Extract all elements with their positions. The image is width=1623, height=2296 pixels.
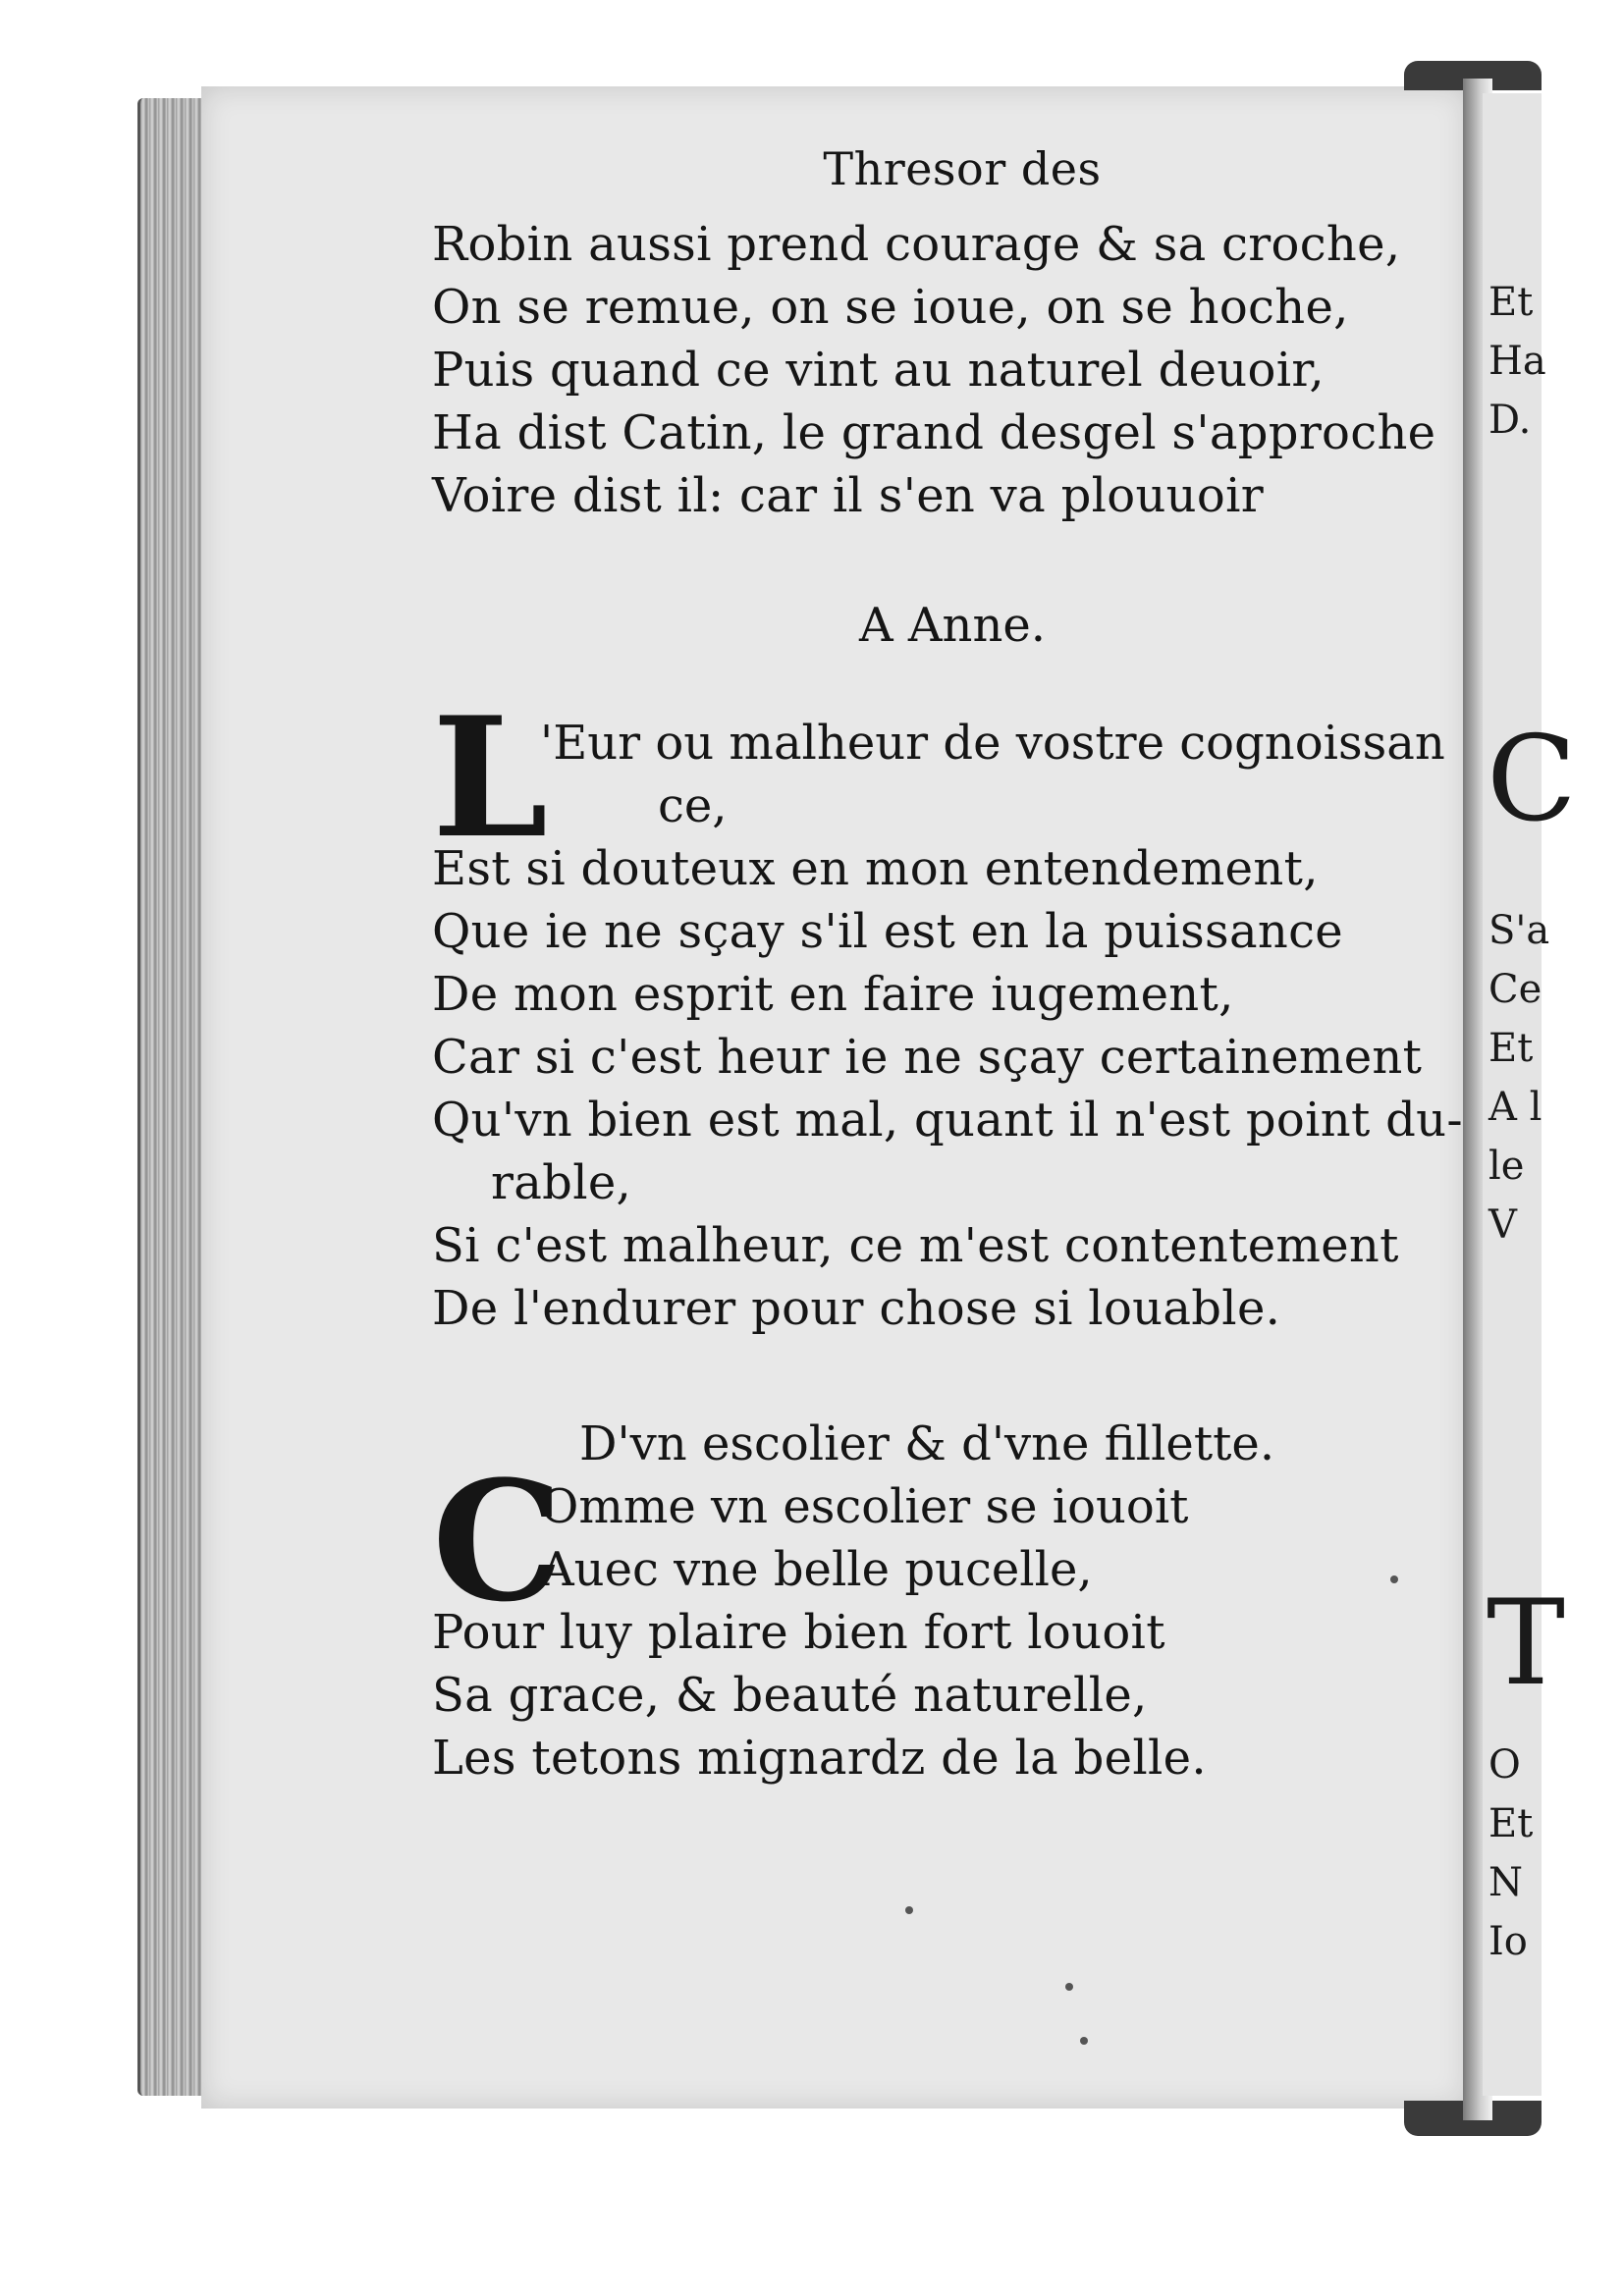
verse-line: De mon esprit en faire iugement, — [432, 967, 1234, 1022]
verse-line: Pour luy plaire bien fort louoit — [432, 1605, 1165, 1660]
verse-line: Car si c'est heur ie ne sçay certainement — [432, 1030, 1423, 1085]
facing-fragment: S'a — [1488, 908, 1550, 953]
verse-line: 'Eur ou malheur de vostre cognoissan — [540, 716, 1445, 771]
running-head: Thresor des — [823, 142, 1102, 195]
facing-fragment: A l — [1488, 1085, 1542, 1130]
verse-line: Sa grace, & beauté naturelle, — [432, 1668, 1148, 1723]
book-page-edges — [137, 98, 209, 2096]
verse-line: Est si douteux en mon entendement, — [432, 841, 1319, 896]
verse-line: Que ie ne sçay s'il est en la puissance — [432, 904, 1343, 959]
verse-line: Qu'vn bien est mal, quant il n'est point du- — [432, 1093, 1463, 1148]
facing-fragment: Ce — [1488, 967, 1542, 1012]
poem-title: A Anne. — [858, 598, 1047, 653]
facing-fragment: Et — [1488, 1801, 1534, 1846]
facing-fragment: Et — [1488, 280, 1534, 325]
verse-line: Les tetons mignardz de la belle. — [432, 1731, 1207, 1786]
verse-line: Ha dist Catin, le grand desgel s'approche — [432, 405, 1436, 460]
facing-fragment: V — [1488, 1202, 1517, 1248]
verse-line: Omme vn escolier se iouoit — [540, 1479, 1189, 1534]
ink-speck — [1080, 2037, 1088, 2045]
facing-dropcap: C — [1487, 712, 1577, 848]
facing-fragment: Et — [1488, 1026, 1534, 1071]
facing-fragment: le — [1488, 1144, 1525, 1189]
facing-fragment: Io — [1488, 1919, 1528, 1964]
ink-speck — [1390, 1575, 1398, 1583]
ink-speck — [905, 1906, 913, 1914]
facing-fragment: Ha — [1488, 339, 1546, 384]
facing-page-edge — [1483, 93, 1577, 2096]
facing-fragment: D. — [1488, 398, 1532, 443]
poem-escolier — [432, 1444, 1453, 1789]
verse-line: Puis quand ce vint au naturel deuoir, — [432, 343, 1325, 398]
stanza-robin — [432, 213, 1453, 527]
facing-fragment: N — [1488, 1860, 1523, 1905]
poem-title: D'vn escolier & d'vne fillette. — [579, 1416, 1275, 1471]
dropcap-letter: C — [432, 1444, 564, 1638]
page-text — [432, 142, 1463, 1789]
facing-fragment: O — [1488, 1742, 1521, 1788]
verse-line: rable, — [491, 1155, 632, 1210]
verse-line: On se remue, on se ioue, on se hoche, — [432, 280, 1349, 335]
dropcap-letter: L — [432, 680, 549, 875]
verse-line: Auec vne belle pucelle, — [540, 1542, 1093, 1597]
verse-line: ce, — [658, 778, 728, 833]
verse-line: De l'endurer pour chose si louable. — [432, 1281, 1281, 1336]
verse-line: Voire dist il: car il s'en va plouuoir — [432, 468, 1264, 523]
poem-a-anne — [432, 680, 1463, 1340]
facing-dropcap: T — [1487, 1575, 1566, 1712]
verse-line: Robin aussi prend courage & sa croche, — [432, 217, 1401, 272]
ink-speck — [1065, 1983, 1073, 1991]
verse-line: Si c'est malheur, ce m'est contentement — [432, 1218, 1399, 1273]
